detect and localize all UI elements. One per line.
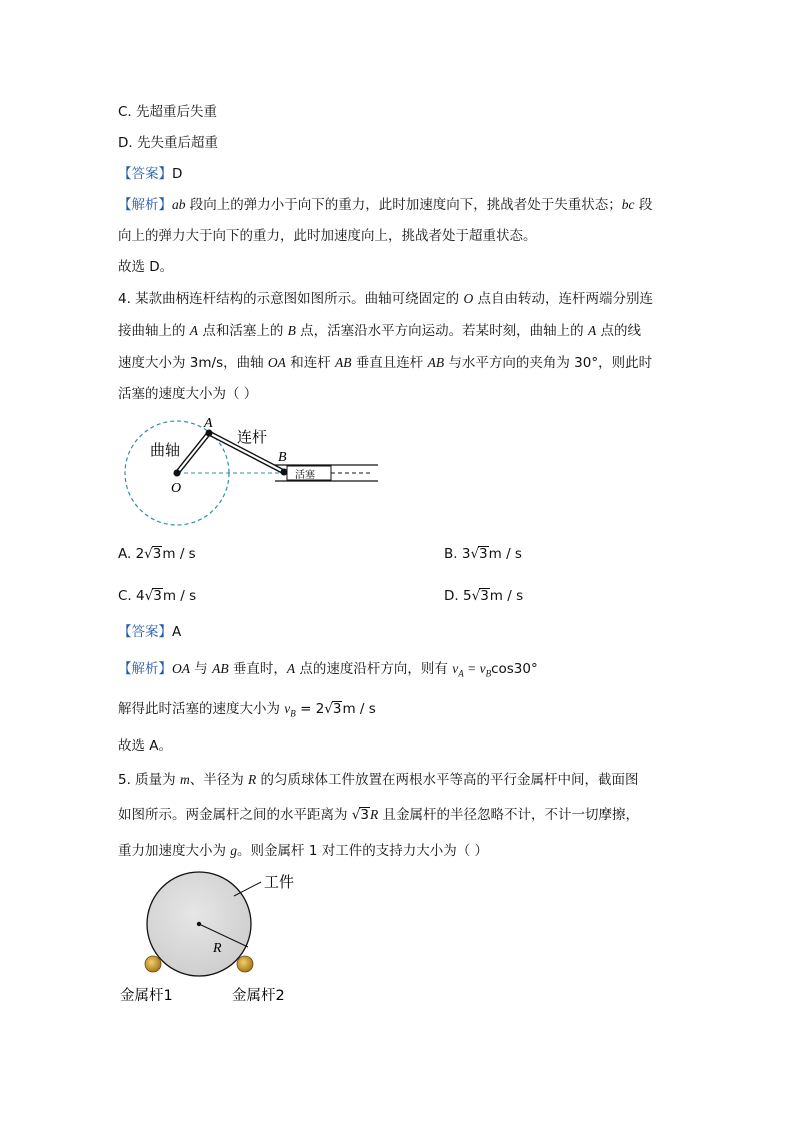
radicand: 3 [479,546,488,562]
label-workpiece: 工件 [264,873,295,891]
text: 5. 质量为 [118,772,180,788]
label-rod-1: 金属杆1 [120,988,173,1004]
text: m / s [489,588,524,604]
sqrt-symbol: √ [471,588,481,604]
sqrt-symbol: √ [470,546,480,562]
text: A [189,323,199,338]
text: ab [172,197,186,212]
answer-tag: 【答案】 [118,624,172,640]
subscript: B [290,708,296,719]
answer-value: A [172,624,182,640]
formula: = v [463,661,486,676]
q4-conclusion: 故选 A。 [118,738,173,754]
q4-solve [118,700,376,723]
radicand: 3 [332,701,342,717]
label-crank: 曲轴 [150,441,181,459]
text: 如图所示。两金属杆之间的水平距离为 [118,807,352,823]
q4-option-c [118,587,196,605]
text: AB [335,355,352,370]
text: m / s [162,546,196,562]
text: m / s [488,546,522,562]
text: 且金属杆的半径忽略不计，不计一切摩擦， [378,807,640,823]
text: B [287,323,296,338]
text: 解得此时活塞的速度大小为 [118,701,285,717]
answer-tag: 【答案】 [118,166,172,182]
text: R [248,772,257,787]
text: 点的速度沿杆方向，则有 [295,661,453,677]
text: 。则金属杆 1 对工件的支持力大小为（ ） [237,843,489,859]
text: m [179,772,190,787]
label-rod-2: 金属杆2 [232,988,285,1004]
q4-stem-line1 [118,290,653,308]
label-O: O [171,481,182,496]
q3-conclusion: 故选 D。 [118,259,174,275]
q4-option-d [444,587,523,605]
radicand: 3 [152,546,162,562]
text: bc [621,197,635,212]
q5-stem-line3 [118,842,488,860]
text: 段向上的弹力小于向下的重力，此时加速度向下，挑战者处于失重状态； [185,197,622,213]
text: 垂直且连杆 [351,355,428,371]
text: A [587,323,597,338]
sqrt-symbol: √ [351,807,361,823]
label-B: B [278,450,287,465]
text: AB [212,661,229,676]
q4-option-a [118,545,196,563]
text: 点和活塞上的 [198,323,288,339]
metal-rod-2 [237,956,253,972]
text: A. 2 [118,546,145,562]
label-piston: 活塞 [295,470,315,481]
q3-answer [118,165,182,183]
text: 点，活塞沿水平方向运动。若某时刻，曲轴上的 [295,323,588,339]
crank-arm-inner [177,433,209,473]
q3-option-c: C. 先超重后失重 [118,104,218,120]
radicand: 3 [360,807,369,823]
answer-value: D [172,166,183,182]
q3-analysis-line1 [118,196,652,214]
label-rod: 连杆 [237,428,268,446]
text: B. 3 [444,546,471,562]
text: 速度大小为 3m/s，曲轴 [118,355,268,371]
analysis-tag: 【解析】 [118,661,172,677]
text: O [463,291,474,306]
text: OA [172,661,190,676]
text: 的匀质球体工件放置在两根水平等高的平行金属杆中间，截面图 [256,772,639,788]
crank-rod-figure [120,410,390,535]
radicand: 3 [153,588,162,604]
text: R [370,807,379,822]
formula: cos30° [491,661,538,677]
sqrt-symbol: √ [144,546,153,562]
q3-option-d: D. 先失重后超重 [118,135,218,151]
text: m / s [342,701,376,717]
text: D. 5 [444,588,472,604]
text: 点的线 [596,323,642,339]
text: A [286,661,296,676]
subscript: B [485,668,492,679]
formula: v [452,661,459,676]
q5-stem-line1 [118,771,639,789]
text: 段 [634,197,653,213]
sqrt-symbol: √ [324,701,333,717]
formula: v [284,701,291,716]
text: 4. 某款曲柄连杆结构的示意图如图所示。曲轴可绕固定的 [118,291,464,307]
text: 点自由转动，连杆两端分别连 [473,291,654,307]
q4-answer [118,623,181,641]
q5-stem-line2 [118,806,639,824]
sphere-figure [115,868,315,1008]
text: m / s [162,588,197,604]
text: 垂直时， [228,661,287,677]
text: AB [427,355,445,370]
label-A: A [204,416,213,431]
point-O [174,470,181,477]
label-R: R [213,941,222,956]
text: 和连杆 [285,355,335,371]
analysis-tag: 【解析】 [118,197,172,213]
text: 与 [190,661,213,677]
q4-stem-line2 [118,322,641,340]
q4-analysis [118,660,538,683]
point-B [281,469,288,476]
text: C. 4 [118,588,145,604]
q3-analysis-line2: 向上的弹力大于向下的重力，此时加速度向上，挑战者处于超重状态。 [118,228,537,244]
text: 重力加速度大小为 [118,843,231,859]
q4-stem-line3 [118,354,652,372]
text: 接曲轴上的 [118,323,190,339]
formula: = 2 [295,701,325,717]
text: OA [267,355,286,370]
sqrt-symbol: √ [144,588,154,604]
radicand: 3 [480,588,489,604]
text: 、半径为 [189,772,249,788]
text: g [230,843,238,858]
q4-option-b [444,545,522,563]
subscript: A [458,668,464,679]
metal-rod-1 [145,956,161,972]
q4-stem-line4: 活塞的速度大小为（ ） [118,386,258,402]
text: 与水平方向的夹角为 30°，则此时 [444,355,653,371]
